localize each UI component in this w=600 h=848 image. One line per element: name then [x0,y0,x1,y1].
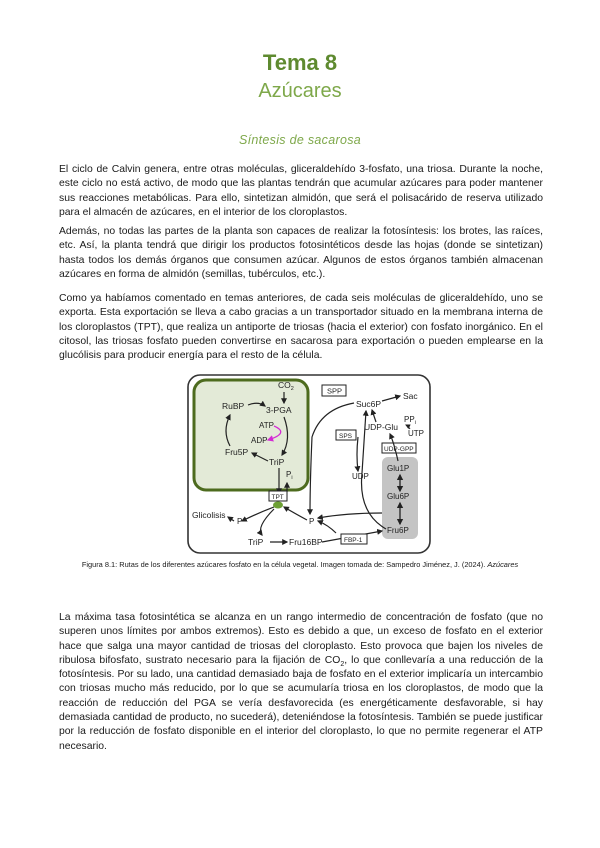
figure-caption-source: Azúcares [487,560,519,569]
paragraph-1: El ciclo de Calvin genera, entre otras moléculas, gliceraldehído 3-fosfato, una triosa. Durante la noche, este ciclo no está activo, de modo que las plantas tendrán que acumular azúcares para poder mantener sus reacciones metabólicas. Para ello, sintetizan almidón, que será el polisacárido de reserva utilizado para el almacén de azúcares, en el interior de los cloroplastos. [59,164,543,218]
label-glu1p: Glu1P [387,464,410,473]
label-glu6p: Glu6P [387,492,410,501]
label-adp: ADP [251,436,268,445]
paragraph-2: Además, no todas las partes de la planta son capaces de realizar la fotosíntesis: los brotes, las raíces, etc. Así, la planta tendrá que dirigir los productos fotosintéticos desde las hojas (donde se sintetizan) hasta todos los demás órganos que consumen azúcar. Algunos de estos órganos también almacenan azúcares en forma de almidón (semillas, tubérculos, etc.). [59,226,543,280]
label-triop-in: TriP [269,457,285,467]
label-co2: $CO_2$ [278,380,294,392]
label-suc6p: Suc6P [356,399,382,409]
label-ppi: $PP_i$ [404,415,416,426]
chapter-title: Tema 8 [262,50,338,75]
pathway-diagram [186,373,432,555]
label-pi-in: $P_i$ [286,470,293,481]
label-pi-cyt: P [309,517,315,526]
label-atp: ATP [259,421,274,430]
label-triop-out: TriP [248,537,264,547]
paragraph-4-part-a: La máxima tasa fotosintética se alcanza en un rango intermedio de concentración de fosfato (que no superen unos límites por ambos extremos). Esto es debido a que, un exceso de fosfato en el exterior hace que salga una mayor cantidad de triosas del cloroplasto. Esto provoca que bajen los niveles de ribulosa bifosfato, sustrato necesario para la fijación de CO [59,612,543,666]
label-utp: UTP [408,429,424,438]
label-pi-glyc: P [237,517,243,526]
paragraph-4 [59,611,543,754]
label-udp: UDP [352,472,369,481]
label-tpt: TPT [271,494,284,501]
label-sps: SPS [339,433,353,440]
label-fbp1: FBP-1 [344,537,363,544]
label-fru5p: Fru5P [225,447,249,457]
figure-caption-text: Figura 8.1: Rutas de los diferentes azúcares fosfato en la célula vegetal. Imagen tomada de: Sampedro Jiménez, J. (2024). [81,560,486,569]
label-fru6p: Fru6P [387,526,409,535]
label-fru16bp: Fru16BP [289,537,323,547]
label-udpgpp: UDP-GPP [384,446,414,453]
label-3pga: 3-PGA [266,405,292,415]
paragraph-4-part-b: , lo que conllevaría a una reducción de la fotosíntesis. Por su lado, una cantidad demasiado baja de fosfato en el exterior implicaría un intercambio con triosas mucho más reducido, por lo que se acumularía triosa en los cloroplastos, de modo que la reacción de reducción del PGA se vería desfavorecida (es energéticamente desfavorable, si hay demasiada cantidad de producto, no sucederá), deteniéndose la fotosíntesis. También se puede justificar por la reducción de fosfato disponible en el interior del cloroplasto, lo que no permite regenerar el ATP necesario. [59,654,543,752]
label-spp: SPP [327,386,343,396]
tpt-channel [273,502,283,509]
chapter-subtitle: Azúcares [258,80,342,102]
figure-caption [50,559,550,570]
label-suc: Sac [403,391,418,401]
label-udpglu: UDP-Glu [364,422,399,432]
sugar-pathways-figure [186,373,432,555]
paragraph-3: Como ya habíamos comentado en temas anteriores, de cada seis moléculas de gliceraldehído, uno se exporta. Esta exportación se lleva a cabo gracias a un transportador situado en la membrana interna de los cloroplastos (TPT), que realiza un antiporte de triosas (hacia el exterior) con fosfato inorgánico. En el citosol, las triosas fosfato pueden convertirse en sacarosa para exportación o pueden emplearse en la glucólisis para producir energía para el resto de la célula. [59,293,543,362]
label-rubp: RuBP [222,401,245,411]
co2-subscript: 2 [340,660,345,668]
section-heading: Síntesis de sacarosa [238,133,362,147]
label-glycolysis: Glicolisis [192,510,226,520]
